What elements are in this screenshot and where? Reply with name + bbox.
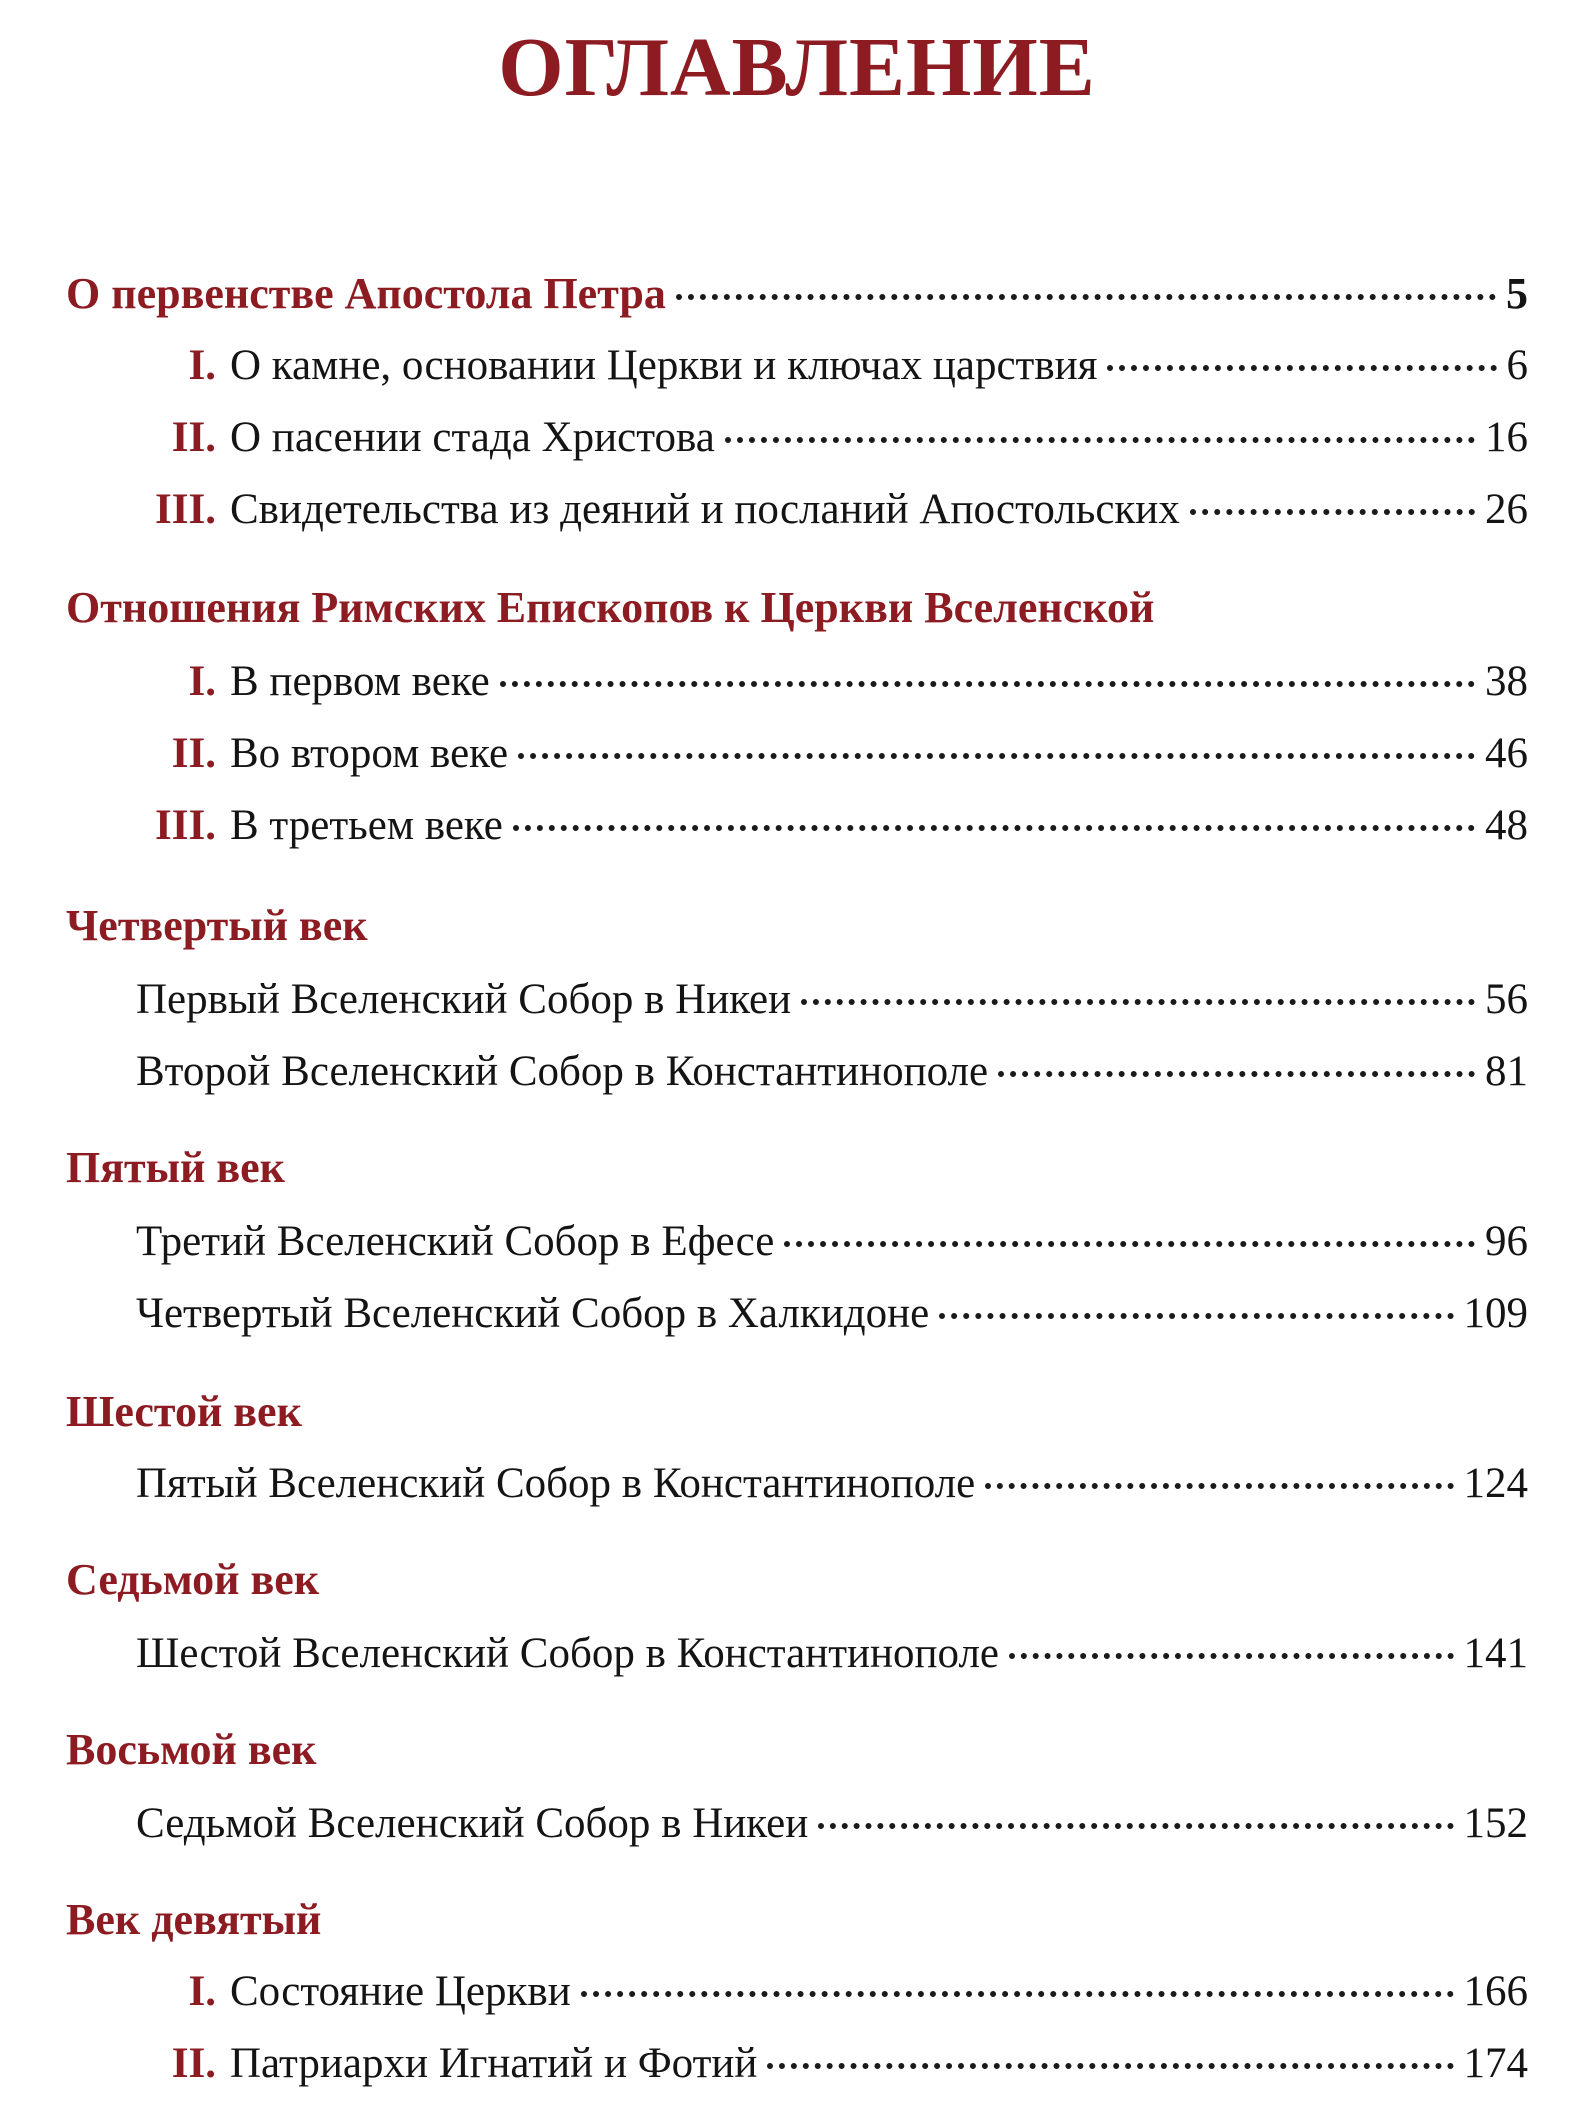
page-number: 124 xyxy=(1463,1460,1528,1507)
leader-dots xyxy=(676,294,1496,300)
leader-dots xyxy=(767,2063,1453,2069)
leader-dots xyxy=(939,1313,1453,1319)
entry-text: Третий Вселенский Собор в Ефесе xyxy=(136,1218,775,1265)
leader-dots xyxy=(518,753,1475,759)
section-heading-century-4: Четвертый век xyxy=(66,901,368,950)
leader-dots xyxy=(1009,1653,1453,1659)
roman-numeral: I. xyxy=(188,658,216,705)
leader-dots xyxy=(581,1991,1454,1997)
toc-entry-century-5-2[interactable] xyxy=(136,1286,1528,1342)
entry-text: В первом веке xyxy=(230,658,490,705)
page-number: 81 xyxy=(1485,1048,1528,1095)
entry-text: Шестой Вселенский Собор в Константинополе xyxy=(136,1630,1000,1677)
entry-text: Во втором веке xyxy=(230,730,509,777)
entry-text: О камне, основании Церкви и ключах царствия xyxy=(230,342,1098,389)
page-number: 174 xyxy=(1463,2040,1528,2087)
entry-text: Второй Вселенский Собор в Константинополе xyxy=(136,1048,989,1095)
leader-dots xyxy=(818,1823,1453,1829)
page-number: 38 xyxy=(1485,658,1528,705)
page-number: 26 xyxy=(1485,486,1528,533)
leader-dots xyxy=(725,437,1475,443)
entry-text: Пятый Вселенский Собор в Константинополе xyxy=(136,1460,976,1507)
page-number: 48 xyxy=(1485,802,1528,849)
entry-text: Патриархи Игнатий и Фотий xyxy=(230,2040,758,2087)
page-number: 6 xyxy=(1506,342,1528,389)
page-number: 46 xyxy=(1485,730,1528,777)
entry-text: О пасении стада Христова xyxy=(230,414,715,461)
toc-entry-century-7-1[interactable] xyxy=(136,1626,1528,1682)
toc-entry-century-8-1[interactable] xyxy=(136,1796,1528,1852)
page-number: 56 xyxy=(1485,976,1528,1023)
toc-entry-relations-1[interactable] xyxy=(136,654,1528,710)
page-title: ОГЛАВЛЕНИЕ xyxy=(498,21,1096,114)
toc-entry-century-9-1[interactable] xyxy=(136,1964,1528,2020)
toc-entry-primacy[interactable] xyxy=(66,266,1528,322)
leader-dots xyxy=(784,1241,1475,1247)
section-heading-relations: Отношения Римских Епископов к Церкви Вселенской xyxy=(66,583,1155,632)
section-heading-century-9: Век девятый xyxy=(66,1895,322,1944)
entry-text: Первый Вселенский Собор в Никеи xyxy=(136,976,792,1023)
roman-numeral: II. xyxy=(171,2040,216,2087)
entry-text: Седьмой Вселенский Собор в Никеи xyxy=(136,1800,809,1847)
toc-entry-primacy-1[interactable] xyxy=(136,338,1528,394)
entry-text: О первенстве Апостола Петра xyxy=(66,269,666,318)
toc-entry-relations-2[interactable] xyxy=(136,726,1528,782)
page-number: 5 xyxy=(1506,269,1528,318)
section-heading-century-7: Седьмой век xyxy=(66,1555,320,1604)
leader-dots xyxy=(1190,509,1475,515)
toc-entry-primacy-3[interactable] xyxy=(136,482,1528,538)
page-number: 152 xyxy=(1463,1800,1528,1847)
leader-dots xyxy=(998,1071,1475,1077)
entry-text: Состояние Церкви xyxy=(230,1968,571,2015)
roman-numeral: I. xyxy=(188,1968,216,2015)
toc-entry-century-5-1[interactable] xyxy=(136,1214,1528,1270)
leader-dots xyxy=(513,825,1475,831)
roman-numeral: II. xyxy=(171,730,216,777)
page-number: 141 xyxy=(1463,1630,1528,1677)
leader-dots xyxy=(1107,365,1496,371)
toc-entry-primacy-2[interactable] xyxy=(136,410,1528,466)
section-heading-century-5: Пятый век xyxy=(66,1143,285,1192)
entry-text: В третьем веке xyxy=(230,802,503,849)
leader-dots xyxy=(985,1483,1453,1489)
page-number: 109 xyxy=(1463,1290,1528,1337)
toc-entry-century-4-2[interactable] xyxy=(136,1044,1528,1100)
section-heading-century-6: Шестой век xyxy=(66,1387,302,1436)
page-number: 166 xyxy=(1463,1968,1528,2015)
toc-entry-century-4-1[interactable] xyxy=(136,972,1528,1028)
toc-entry-relations-3[interactable] xyxy=(136,798,1528,854)
toc-entry-century-6-1[interactable] xyxy=(136,1456,1528,1512)
page-number: 96 xyxy=(1485,1218,1528,1265)
leader-dots xyxy=(801,999,1475,1005)
page-number: 16 xyxy=(1485,414,1528,461)
entry-text: Четвертый Вселенский Собор в Халкидоне xyxy=(136,1290,930,1337)
roman-numeral: III. xyxy=(155,802,216,849)
section-heading-century-8: Восьмой век xyxy=(66,1725,317,1774)
entry-text: Свидетельства из деяний и посланий Апостольских xyxy=(230,486,1180,533)
leader-dots xyxy=(500,681,1475,687)
roman-numeral: I. xyxy=(188,342,216,389)
roman-numeral: III. xyxy=(155,486,216,533)
roman-numeral: II. xyxy=(171,414,216,461)
toc-entry-century-9-2[interactable] xyxy=(136,2036,1528,2092)
